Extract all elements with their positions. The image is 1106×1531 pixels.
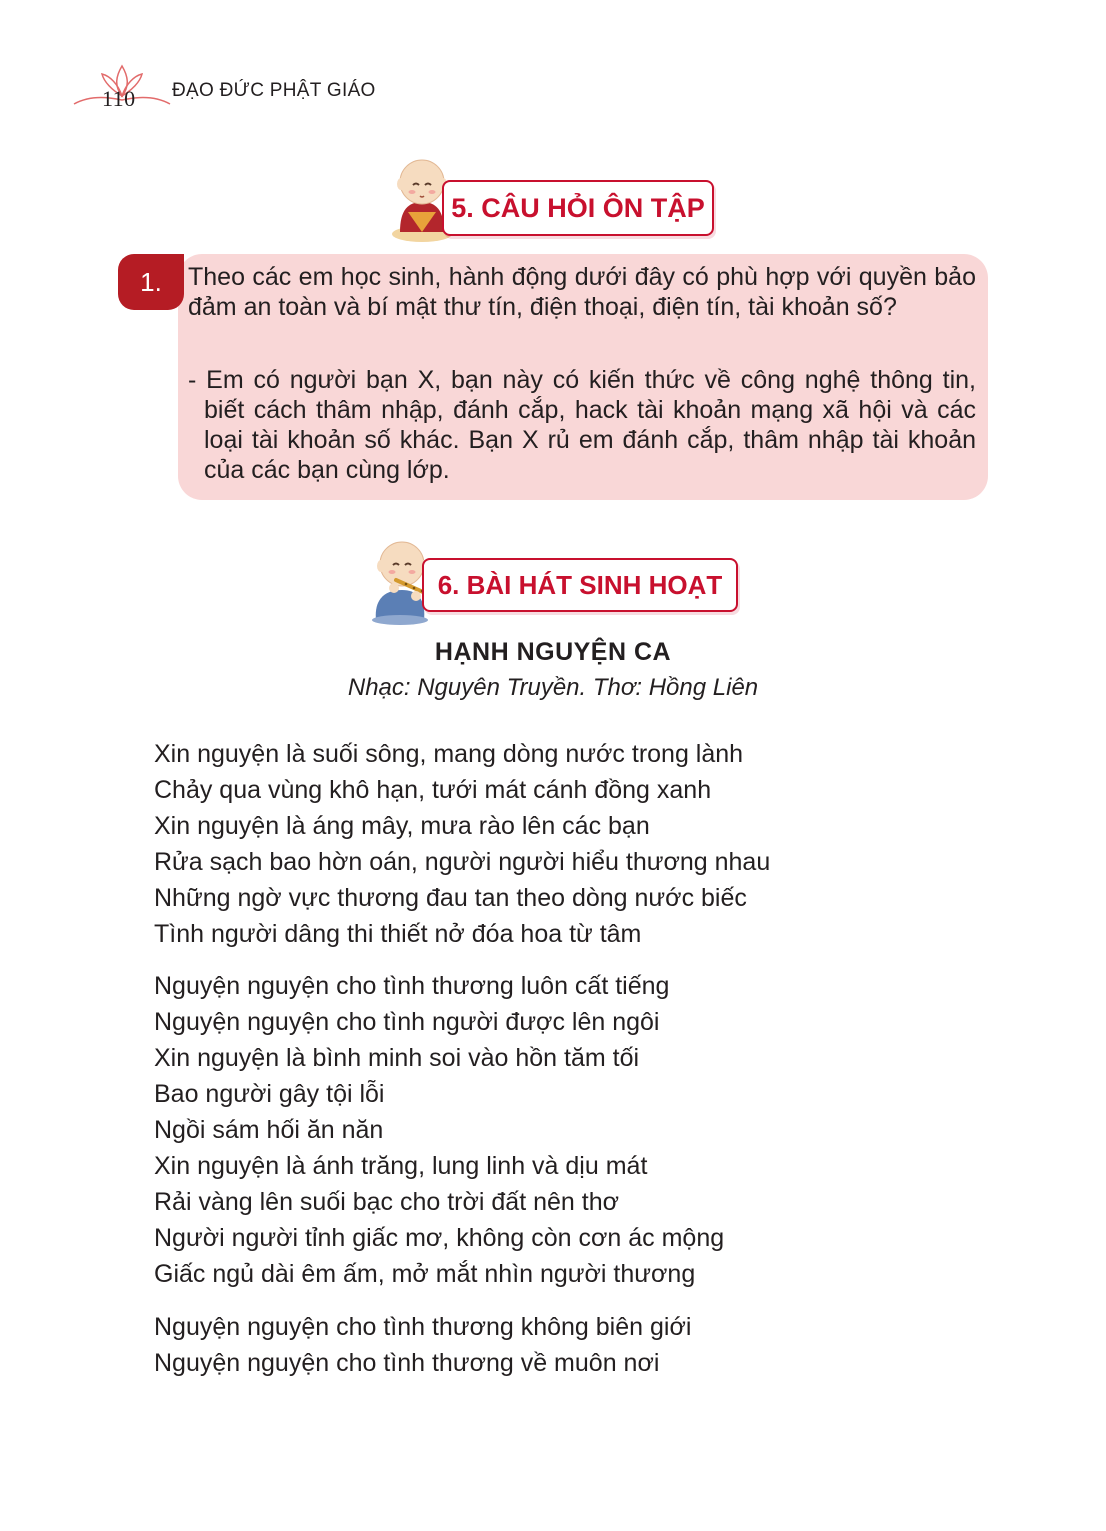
lyric-line: Nguyện nguyện cho tình thương luôn cất tiếng: [154, 972, 670, 1000]
page-number: 110: [102, 86, 136, 111]
lyric-line: Người người tỉnh giấc mơ, không còn cơn ác mộng: [154, 1224, 725, 1252]
lyric-line: Chảy qua vùng khô hạn, tưới mát cánh đồng xanh: [154, 776, 712, 804]
section-6-title: 6. BÀI HÁT SINH HOẠT: [422, 558, 738, 612]
lyric-line: Những ngờ vực thương đau tan theo dòng nước biếc: [154, 884, 747, 912]
lyric-line: Giấc ngủ dài êm ấm, mở mắt nhìn người thương: [154, 1260, 696, 1288]
lyric-line: Nguyện nguyện cho tình thương về muôn nơi: [154, 1349, 660, 1377]
question-scenario: - Em có người bạn X, bạn này có kiến thức về công nghệ thông tin, biết cách thâm nhập, đánh cắp, hack tài khoản mạng xã hội và các loại tài khoản số khác. Bạn X rủ em đánh cắp, thâm nhập tài khoản của các bạn cùng lớp.: [188, 366, 976, 484]
lyric-line: Xin nguyện là bình minh soi vào hồn tăm tối: [154, 1044, 640, 1072]
song-verse-2: [154, 968, 724, 1292]
question-text: Theo các em học sinh, hành động dưới đây có phù hợp với quyền bảo đảm an toàn và bí mật thư tín, điện thoại, điện tín, tài khoản số?: [188, 263, 976, 321]
song-title: HẠNH NGUYỆN CA: [434, 638, 672, 666]
lyric-line: Ngồi sám hối ăn năn: [154, 1116, 384, 1144]
lyric-line: Xin nguyện là áng mây, mưa rào lên các bạn: [154, 812, 650, 840]
page-header: [72, 60, 392, 110]
lyric-line: Xin nguyện là ánh trăng, lung linh và dịu mát: [154, 1152, 648, 1180]
question-number: 1.: [118, 254, 184, 310]
lyric-line: Xin nguyện là suối sông, mang dòng nước trong lành: [154, 740, 744, 768]
song-verse-1: [154, 736, 770, 952]
book-title: ĐẠO ĐỨC PHẬT GIÁO: [172, 80, 376, 101]
lyric-line: Rải vàng lên suối bạc cho trời đất nên thơ: [154, 1188, 620, 1216]
section-5-title: 5. CÂU HỎI ÔN TẬP: [442, 180, 714, 236]
lyric-line: Bao người gây tội lỗi: [154, 1080, 385, 1108]
section-5-banner: [386, 152, 716, 244]
lyric-line: Nguyện nguyện cho tình người được lên ngôi: [154, 1008, 660, 1036]
lyric-line: Nguyện nguyện cho tình thương không biên giới: [154, 1313, 692, 1341]
lyric-line: Rửa sạch bao hờn oán, người người hiểu thương nhau: [154, 848, 771, 876]
section-6-banner: [366, 534, 738, 626]
song-verse-3: [154, 1309, 691, 1381]
song-credit: Nhạc: Nguyên Truyền. Thơ: Hồng Liên: [347, 674, 759, 701]
lyric-line: Tình người dâng thi thiết nở đóa hoa từ tâm: [154, 920, 642, 948]
